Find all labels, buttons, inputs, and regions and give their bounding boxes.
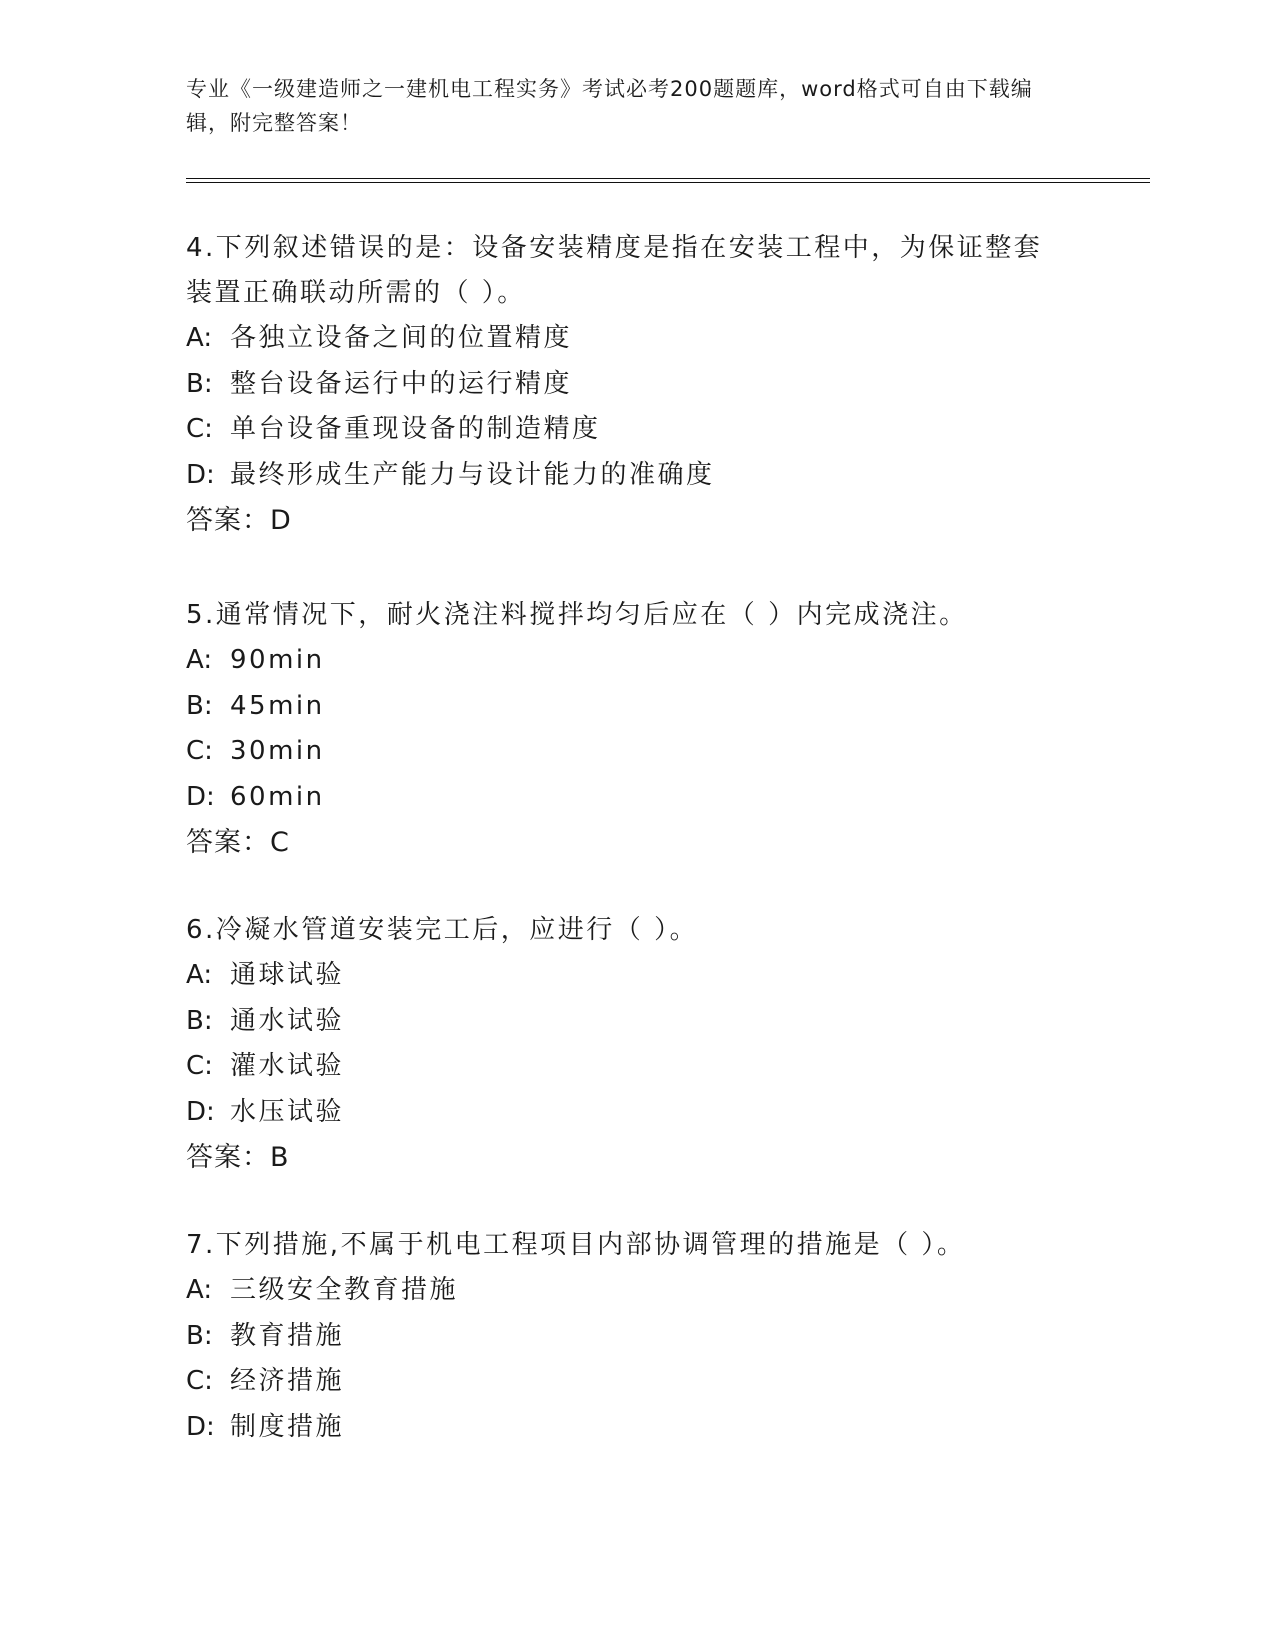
option-a bbox=[186, 316, 1066, 362]
question-text: 4.下列叙述错误的是：设备安装精度是指在安装工程中，为保证整套装置正确联动所需的（ ）。 bbox=[186, 233, 1043, 308]
option-text: 通水试验 bbox=[230, 1005, 345, 1036]
option-c bbox=[186, 407, 1066, 453]
option-letter: D: bbox=[186, 1411, 215, 1442]
option-d bbox=[186, 453, 1066, 499]
answer-text: 答案：B bbox=[186, 1142, 290, 1173]
option-d bbox=[186, 1090, 1066, 1136]
option-c bbox=[186, 729, 1066, 775]
option-text: 30min bbox=[230, 736, 325, 766]
document-header: 专业《一级建造师之一建机电工程实务》考试必考200题题库，word格式可自由下载编辑，附完整答案！ bbox=[186, 77, 1033, 135]
option-b bbox=[186, 362, 1066, 408]
option-text: 45min bbox=[230, 690, 325, 721]
answer-text: 答案：D bbox=[186, 505, 292, 536]
option-text: 最终形成生产能力与设计能力的准确度 bbox=[230, 459, 715, 490]
header-divider-bottom bbox=[186, 182, 1150, 183]
option-text: 水压试验 bbox=[230, 1096, 345, 1127]
option-letter: D: bbox=[186, 1096, 215, 1127]
option-c bbox=[186, 1359, 1066, 1405]
option-text: 经济措施 bbox=[230, 1366, 345, 1396]
option-c bbox=[186, 1044, 1066, 1090]
question-text: 6.冷凝水管道安装完工后，应进行（ ）。 bbox=[186, 915, 699, 945]
option-letter: B: bbox=[186, 1005, 213, 1036]
option-b bbox=[186, 1314, 1066, 1360]
option-letter: B: bbox=[186, 690, 213, 721]
option-text: 单台设备重现设备的制造精度 bbox=[230, 414, 601, 444]
option-letter: C: bbox=[186, 736, 213, 766]
question-7 bbox=[186, 1223, 1066, 1450]
option-text: 教育措施 bbox=[230, 1320, 345, 1351]
question-text: 5.通常情况下，耐火浇注料搅拌均匀后应在（ ）内完成浇注。 bbox=[186, 600, 968, 630]
option-letter: D: bbox=[186, 459, 215, 490]
question-6 bbox=[186, 908, 1066, 1180]
option-letter: B: bbox=[186, 368, 213, 399]
option-text: 三级安全教育措施 bbox=[230, 1275, 459, 1305]
option-letter: A: bbox=[186, 1275, 213, 1305]
option-d bbox=[186, 1405, 1066, 1451]
option-letter: B: bbox=[186, 1320, 213, 1351]
answer-text: 答案：C bbox=[186, 827, 290, 858]
option-letter: C: bbox=[186, 414, 213, 444]
option-letter: A: bbox=[186, 645, 213, 675]
option-b bbox=[186, 999, 1066, 1045]
option-a bbox=[186, 1268, 1066, 1314]
question-5 bbox=[186, 593, 1066, 865]
option-text: 90min bbox=[230, 645, 325, 675]
option-text: 整台设备运行中的运行精度 bbox=[230, 368, 573, 399]
option-text: 通球试验 bbox=[230, 960, 345, 990]
option-letter: A: bbox=[186, 960, 213, 990]
option-text: 制度措施 bbox=[230, 1411, 345, 1442]
option-text: 灌水试验 bbox=[230, 1051, 345, 1081]
option-a bbox=[186, 638, 1066, 684]
question-text: 7.下列措施,不属于机电工程项目内部协调管理的措施是（ ）。 bbox=[186, 1230, 966, 1260]
option-letter: A: bbox=[186, 323, 213, 353]
option-d bbox=[186, 775, 1066, 821]
question-4 bbox=[186, 226, 1066, 543]
option-b bbox=[186, 684, 1066, 730]
option-text: 60min bbox=[230, 781, 325, 812]
option-letter: D: bbox=[186, 781, 215, 812]
option-a bbox=[186, 953, 1066, 999]
option-letter: C: bbox=[186, 1051, 213, 1081]
header-divider-top bbox=[186, 178, 1150, 179]
option-text: 各独立设备之间的位置精度 bbox=[230, 323, 573, 353]
option-letter: C: bbox=[186, 1366, 213, 1396]
